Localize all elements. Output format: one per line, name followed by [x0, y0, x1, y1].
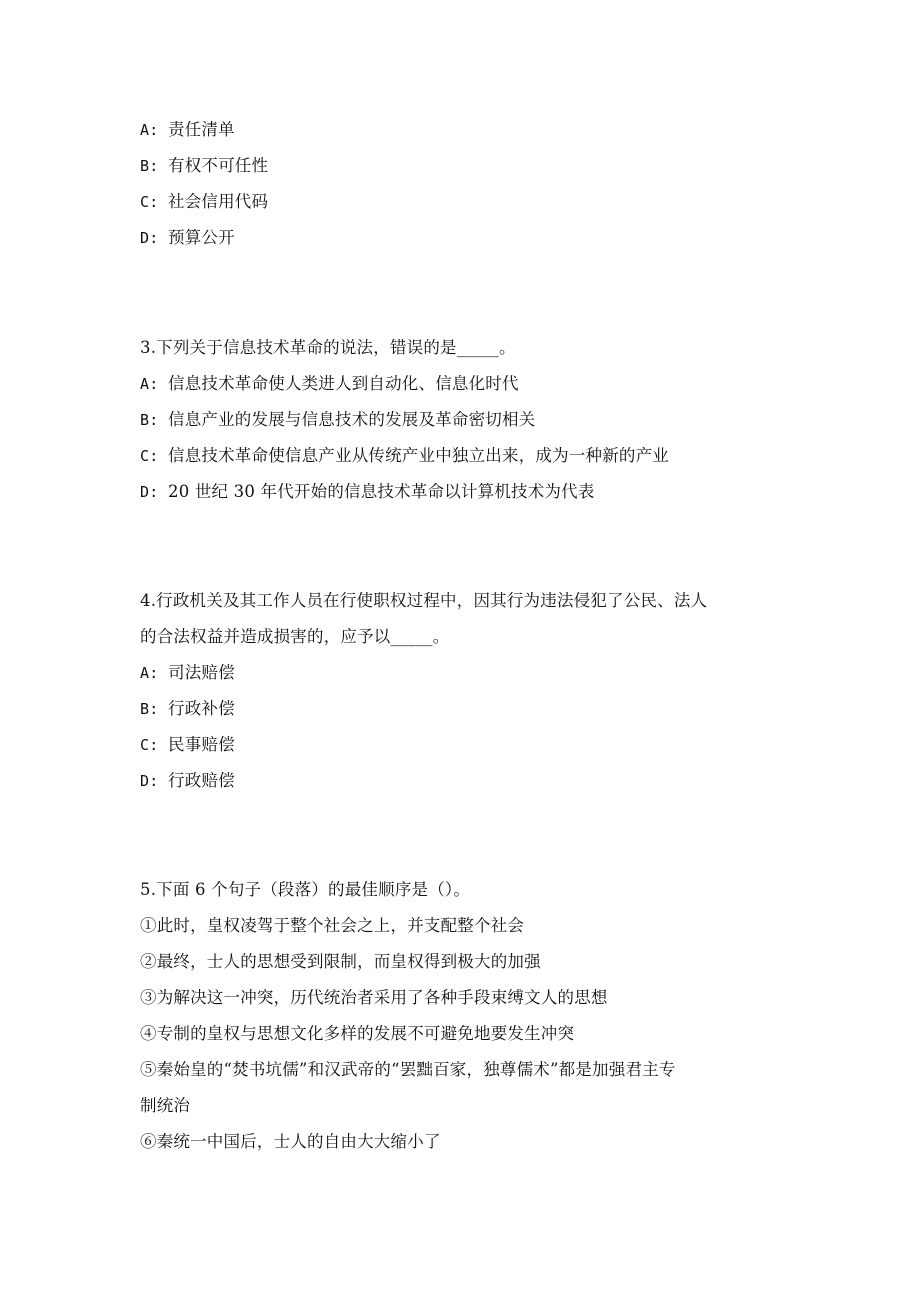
q3-option-b [140, 410, 800, 430]
q3-option-c [140, 446, 800, 466]
option-label: D: [140, 483, 159, 501]
q4-stem-line-2: 的合法权益并造成损害的，应予以_____。 [140, 627, 450, 646]
option-text: 行政补偿 [168, 699, 235, 718]
q5-sentence-4: ④专制的皇权与思想文化多样的发展不可避免地要发生冲突 [140, 1024, 575, 1043]
q3-option-a [140, 374, 800, 394]
q2-option-b [140, 156, 800, 176]
q4-option-d [140, 771, 800, 791]
q2-option-a [140, 120, 800, 140]
option-label: B: [140, 411, 159, 429]
option-text: 预算公开 [168, 228, 235, 247]
option-label: A: [140, 375, 159, 393]
option-label: B: [140, 700, 159, 718]
q4-option-c [140, 735, 800, 755]
q4-option-a [140, 663, 800, 683]
option-text: 信息技术革命使信息产业从传统产业中独立出来，成为一种新的产业 [168, 446, 669, 465]
option-label: B: [140, 157, 159, 175]
option-label: C: [140, 193, 159, 211]
q5-sentence-6: ⑥秦统一中国后，士人的自由大大缩小了 [140, 1132, 441, 1151]
option-label: A: [140, 664, 159, 682]
option-text: 司法赔偿 [168, 663, 235, 682]
q5-sentence-5: ⑤秦始皇的“焚书坑儒”和汉武帝的“罢黜百家，独尊儒术”都是加强君主专 [140, 1060, 676, 1079]
q4-stem-line-1: 4.行政机关及其工作人员在行使职权过程中，因其行为违法侵犯了公民、法人 [140, 591, 708, 610]
option-text: 信息产业的发展与信息技术的发展及革命密切相关 [168, 410, 536, 429]
q3-option-d [140, 482, 800, 502]
option-text: 信息技术革命使人类进人到自动化、信息化时代 [168, 374, 519, 393]
option-label: D: [140, 229, 159, 247]
option-text: 20 世纪 30 年代开始的信息技术革命以计算机技术为代表 [168, 482, 595, 501]
q3-stem: 3.下列关于信息技术革命的说法，错误的是_____。 [140, 338, 516, 357]
option-text: 有权不可任性 [168, 156, 269, 175]
q2-option-d [140, 228, 800, 248]
option-label: C: [140, 447, 159, 465]
q5-sentence-1: ①此时，皇权凌驾于整个社会之上，并支配整个社会 [140, 916, 525, 935]
option-label: D: [140, 772, 159, 790]
q5-sentence-5-continued: 制统治 [140, 1096, 191, 1115]
option-text: 责任清单 [168, 120, 235, 139]
q5-stem: 5.下面 6 个句子（段落）的最佳顺序是（）。 [140, 880, 471, 899]
q5-sentence-2: ②最终，士人的思想受到限制，而皇权得到极大的加强 [140, 952, 541, 971]
q5-sentence-3: ③为解决这一冲突，历代统治者采用了各种手段束缚文人的思想 [140, 988, 608, 1007]
q2-option-c [140, 192, 800, 212]
option-text: 社会信用代码 [168, 192, 269, 211]
option-label: A: [140, 121, 159, 139]
q4-option-b [140, 699, 800, 719]
option-text: 民事赔偿 [168, 735, 235, 754]
option-text: 行政赔偿 [168, 771, 235, 790]
option-label: C: [140, 736, 159, 754]
